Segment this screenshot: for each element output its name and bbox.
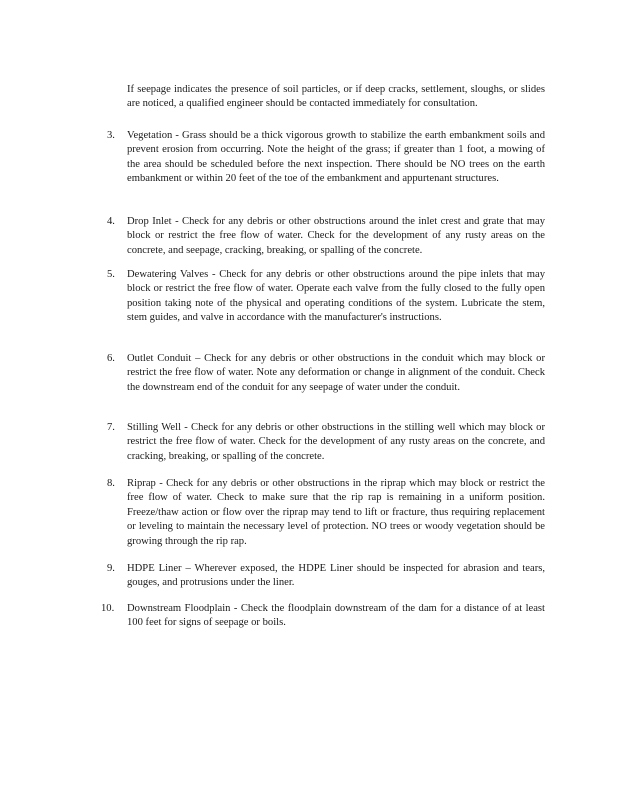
list-item-riprap: [107, 477, 545, 549]
list-item-outlet-conduit: [107, 352, 545, 395]
list-item-number: 7.: [107, 422, 115, 433]
list-item-number: 6.: [107, 353, 115, 364]
list-item-number: 10.: [101, 603, 115, 614]
list-item-hdpe-liner: [107, 562, 545, 591]
list-item-text: Dewatering Valves - Check for any debris or other obstructions around the pipe inlets that may block or restrict the free flow of water. Operate each valve from the fully closed to the fully open position taking note of the physical and operating conditions of the system. Lubricate the stem, stem guides, and valve in accordance with the manufacturer's instructions.: [127, 269, 545, 324]
list-item-text: Downstream Floodplain - Check the floodplain downstream of the dam for a distance of at least 100 feet for signs of seepage or boils.: [127, 603, 545, 629]
list-item-vegetation: [107, 129, 545, 187]
list-item-text: Outlet Conduit – Check for any debris or other obstructions in the conduit which may block or restrict the free flow of water. Note any deformation or change in alignment of the conduit. Check the downstream end of the conduit for any seepage of water under the conduit.: [127, 353, 545, 393]
list-item-text: Vegetation - Grass should be a thick vigorous growth to stabilize the earth embankment soils and prevent erosion from occurring. Note the height of the grass; if greater than 1 foot, a mowing of the area should be scheduled before the next inspection. There should be NO trees on the earth embankment or within 20 feet of the toe of the embankment and appurtenant structures.: [127, 130, 545, 185]
list-item-downstream-floodplain: [101, 602, 545, 631]
list-item-number: 4.: [107, 216, 115, 227]
list-item-stilling-well: [107, 421, 545, 464]
intro-paragraph: If seepage indicates the presence of soil particles, or if deep cracks, settlement, sloughs, or slides are noticed, a qualified engineer should be contacted immediately for consultation.: [127, 83, 545, 109]
list-item-number: 3.: [107, 130, 115, 141]
list-item-text: Riprap - Check for any debris or other obstructions in the riprap which may block or restrict the free flow of water. Check to make sure that the rip rap is remaining in a uniform position. Freeze/thaw action or flow over the riprap may tend to lift or fracture, thus requiring replacement or leveling to maintain the necessary level of protection. NO trees or woody vegetation should be growing through the rip rap.: [127, 478, 545, 547]
list-item-number: 5.: [107, 269, 115, 280]
list-item-text: Stilling Well - Check for any debris or other obstructions in the stilling well which may block or restrict the free flow of water. Check for the development of any rusty areas on the concrete, and cracking, breaking, or spalling of the concrete.: [127, 422, 545, 462]
list-item-number: 9.: [107, 563, 115, 574]
list-item-drop-inlet: [107, 215, 545, 258]
list-item-text: HDPE Liner – Wherever exposed, the HDPE Liner should be inspected for abrasion and tears, gouges, and protrusions under the liner.: [127, 563, 545, 589]
list-item-dewatering-valves: [107, 268, 545, 326]
list-item-number: 8.: [107, 478, 115, 489]
list-item-text: Drop Inlet - Check for any debris or other obstructions around the inlet crest and grate that may block or restrict the free flow of water. Check for the development of any rusty areas on the concrete, and seepage, cracking, breaking, or spalling of the concrete.: [127, 216, 545, 256]
